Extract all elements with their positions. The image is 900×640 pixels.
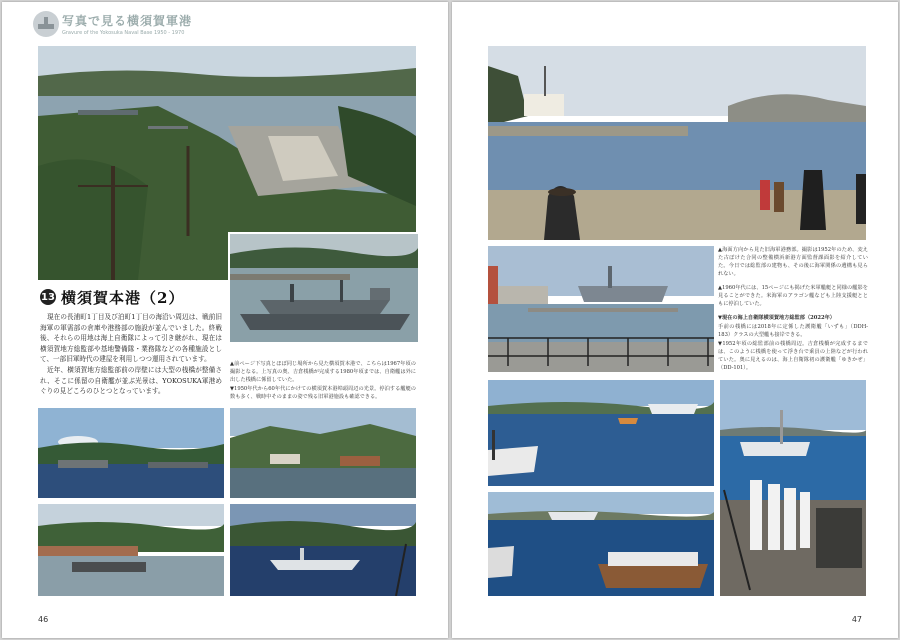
photo-caption: ▼1950年代から60年代にかけての横須賀本港埠頭周辺の光景。停泊する艦艇の数も多く、戦時中そのままの姿で残る旧軍港施設も確認できる。 — [230, 386, 416, 400]
body-paragraph: 近年、横須賀地方総監部前の岸壁には大型の桟橋が整備され、そこに係留の自衛艦が並ぶ光景は、YOKOSUKA軍港めぐりの見どころのひとつとなっています。 — [40, 365, 222, 396]
harbor-photo-3 — [38, 504, 224, 596]
magazine-logo — [32, 8, 193, 42]
sailors-boat-photo — [488, 492, 714, 596]
page-number-left: 46 — [38, 615, 49, 624]
pier-sailors-photo — [720, 380, 866, 596]
harbor-photo-2 — [230, 408, 416, 498]
right-page — [452, 2, 898, 638]
photo-caption: ▼1952年頃の総監部前の桟橋周辺。吉倉桟橋が完成するまでは、このように桟橋を使って浮き台で乗員の上陸などが行われていた。奥に見えるのは、海上自衛隊初の護衛艦「ゆきかぜ」（DD-101）。 — [718, 341, 868, 371]
anchor-ship-icon — [32, 10, 60, 38]
photo-caption: ▲前ページ下写真とほぼ同じ場所から見た横須賀本港で、こちらは1967年頃の撮影となる。上写真の奥、吉倉桟橋が完成する1980年頃までは、自衛艦は外に出した桟橋に係留していた。 — [230, 361, 416, 383]
page-number-right: 47 — [851, 615, 862, 624]
section-number-badge: 13 — [40, 289, 56, 305]
old-port-office-photo — [488, 46, 866, 240]
magazine-title: 写真で見る横須賀軍港 — [62, 14, 193, 28]
body-paragraph: 現在の長浦町1丁目及び泊町1丁目の海沿い周辺は、戦前旧海軍の軍需部の倉庫や港務部の施設が並んでいました。終戦後、それらの用地は海上自衛隊によって引き継がれ、現在は横須賀地方総監部や基地警備隊・業務隊などの各種施設として、一部旧軍時代の建屋を利用しつつ運用されています。 — [40, 313, 222, 364]
photo-caption: ▲海面方向から見た旧海軍港務部。撮影は1952年のため、変えた古ぼけた合同の整備横浜新港方面監督課面影を紹介していた。今日では総監部の建物も、その後に海軍関係の遺構も見られない。 — [718, 247, 868, 277]
photo-caption: ▲1960年代には、15ページにも掲げた米軍艦艇と同様の艦影を見ることができた。米海軍のアラゴン艦なども上陸支援艇とともに停泊していた。 — [718, 285, 868, 307]
harbor-photo-4 — [230, 504, 416, 596]
magazine-subtitle: Gravure of the Yokosuka Naval Base 1950 - 1970 — [62, 30, 185, 36]
section-title: 横須賀本港（2） — [61, 288, 185, 307]
left-page — [2, 2, 448, 638]
launch-boat-photo — [488, 380, 714, 486]
harbor-photo-1 — [38, 408, 224, 498]
photo-caption: ▼現在の海上自衛隊横須賀地方総監部（2022年） — [718, 315, 835, 321]
modern-base-photo — [488, 246, 714, 372]
section-heading — [40, 286, 184, 308]
warships-moored-photo — [228, 232, 420, 344]
article-body — [40, 312, 222, 397]
photo-caption: 手前の桟橋には2018年に定係した護衛艦「いずも」（DDH-183）クラスの大型艦も接岸できる。 — [718, 324, 868, 338]
